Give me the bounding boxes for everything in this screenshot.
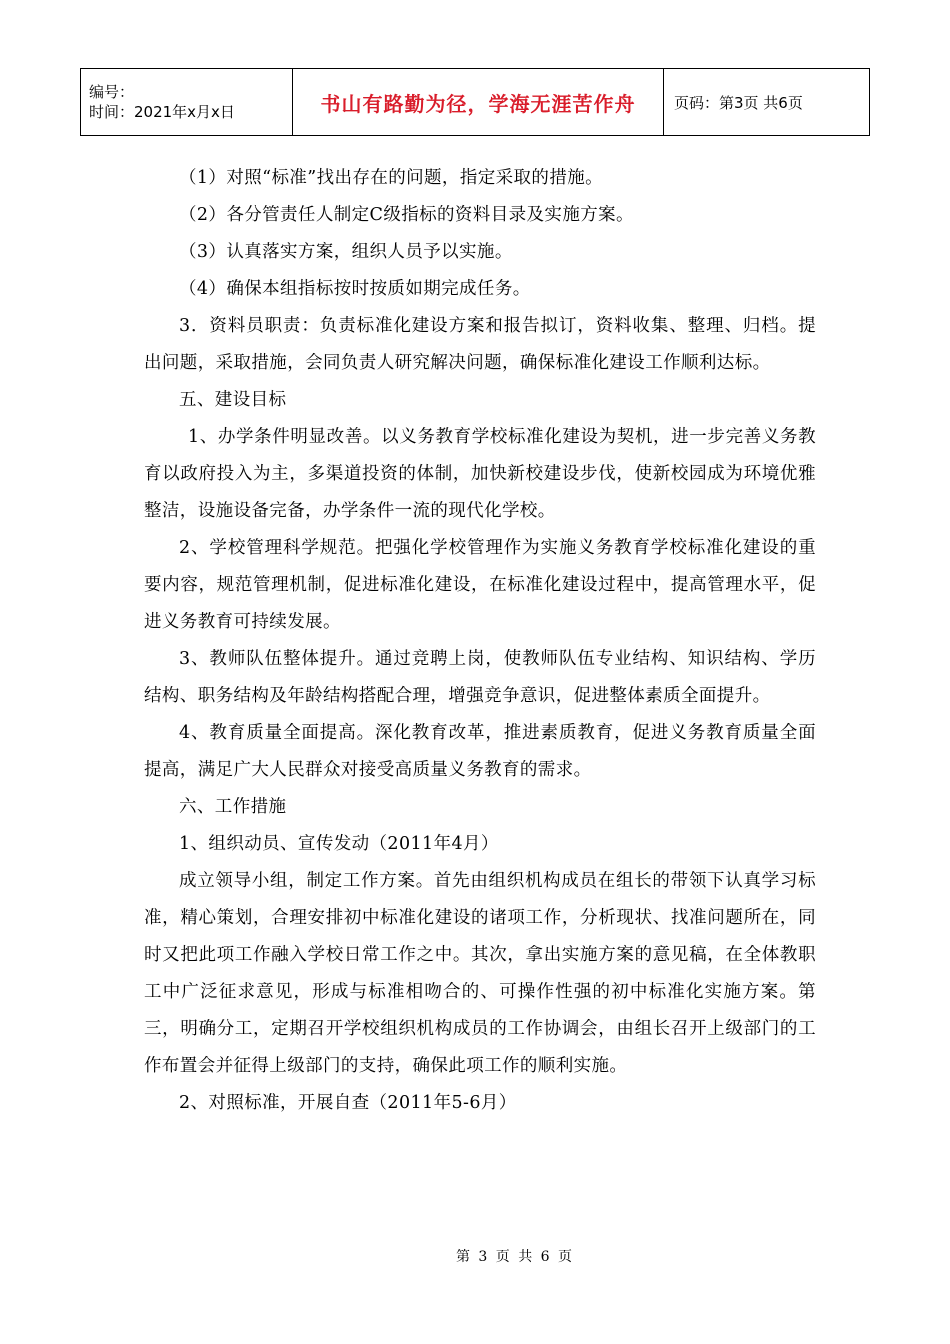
paragraph-measure-2-title: 2、对照标准，开展自查（2011年5-6月） — [179, 1093, 517, 1113]
document-number-label: 编号： — [89, 83, 135, 101]
paragraph-goal-1: 1、办学条件明显改善。以义务教育学校标准化建设为契机，进一步完善义务教育以政府投入为主，多渠道投资的体制，加快新校建设步伐，使新校园成为环境优雅整洁，设施设备完备，办学条件一流的现代化学校。 — [144, 427, 816, 521]
paragraph-item-1: （1）对照“标准”找出存在的问题，指定采取的措施。 — [179, 168, 604, 188]
paragraph-goal-2: 2、学校管理科学规范。把强化学校管理作为实施义务教育学校标准化建设的重要内容，规范管理机制，促进标准化建设，在标准化建设过程中，提高管理水平，促进义务教育可持续发展。 — [144, 538, 816, 632]
section-heading-goals: 五、建设目标 — [179, 390, 287, 410]
paragraph-measure-1-title: 1、组织动员、宣传发动（2011年4月） — [179, 834, 499, 854]
paragraph-measure-1-body: 成立领导小组，制定工作方案。首先由组织机构成员在组长的带领下认真学习标准，精心策划，合理安排初中标准化建设的诸项工作，分析现状、找准问题所在，同时又把此项工作融入学校日常工作之中。其次，拿出实施方案的意见稿，在全体教职工中广泛征求意见，形成与标准相吻合的、可操作性强的初中标准化实施方案。第三，明确分工，定期召开学校组织机构成员的工作协调会，由组长召开上级部门的工作布置会并征得上级部门的支持，确保此项工作的顺利实施。 — [144, 871, 816, 1076]
header-meta-cell — [81, 69, 293, 136]
paragraph-archivist-duties: 3．资料员职责：负责标准化建设方案和报告拟订，资料收集、整理、归档。提出问题，采取措施，会同负责人研究解决问题，确保标准化建设工作顺利达标。 — [144, 316, 816, 373]
document-body — [144, 160, 816, 1122]
paragraph-item-3: （3）认真落实方案，组织人员予以实施。 — [179, 242, 513, 262]
paragraph-goal-4: 4、教育质量全面提高。深化教育改革，推进素质教育，促进义务教育质量全面提高，满足广大人民群众对接受高质量义务教育的需求。 — [144, 723, 816, 780]
paragraph-item-4: （4）确保本组指标按时按质如期完成任务。 — [179, 279, 531, 299]
page-footer: 第 3 页 共 6 页 — [455, 1249, 575, 1265]
section-heading-measures: 六、工作措施 — [179, 797, 287, 817]
paragraph-goal-3: 3、教师队伍整体提升。通过竞聘上岗，使教师队伍专业结构、知识结构、学历结构、职务结构及年龄结构搭配合理，增强竞争意识，促进整体素质全面提升。 — [144, 649, 816, 706]
header-motto: 书山有路勤为径，学海无涯苦作舟 — [293, 69, 664, 136]
header-page-info: 页码：第3页 共6页 — [664, 69, 870, 136]
document-date: 时间：2021年x月x日 — [89, 103, 235, 121]
paragraph-item-2: （2）各分管责任人制定C级指标的资料目录及实施方案。 — [179, 205, 634, 225]
header-table — [80, 68, 870, 136]
